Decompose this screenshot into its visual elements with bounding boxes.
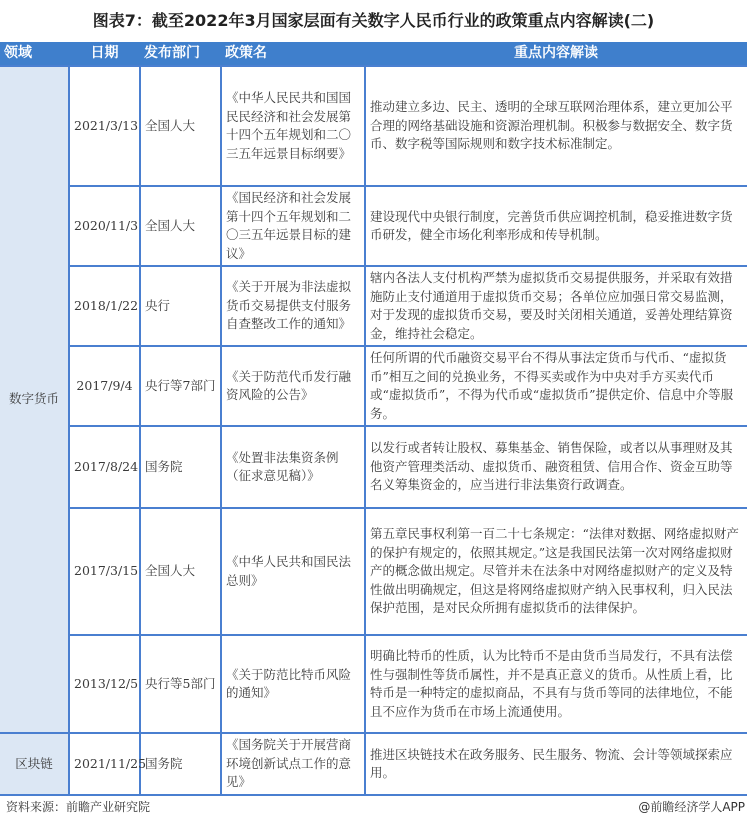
dept-cell: 全国人大 [140, 508, 221, 635]
dept-cell: 央行等7部门 [140, 346, 221, 426]
dept-cell: 央行 [140, 266, 221, 346]
policy-cell: 《中华人民民共和国国民民经济和社会发展第十四个五年规划和二〇三五年远景目标纲要》 [221, 66, 365, 186]
header-policy: 政策名 [221, 42, 365, 66]
date-cell: 2017/3/15 [69, 508, 140, 635]
content-cell: 辖内各法人支付机构严禁为虚拟货币交易提供服务，并采取有效措施防止支付通道用于虚拟货币交易；各单位应加强日常交易监测，对于发现的虚拟货币交易，要及时关闭相关通道，妥善处理结算资金，维持社会稳定。 [365, 266, 747, 346]
content-cell: 建设现代中央银行制度，完善货币供应调控机制，稳妥推进数字货币研发，健全市场化利率形成和传导机制。 [365, 186, 747, 266]
date-cell: 2013/12/5 [69, 635, 140, 733]
domain-cell: 区块链 [0, 733, 69, 795]
credit-note: @前瞻经济学人APP [638, 800, 745, 814]
table-row [0, 66, 747, 186]
table-row [0, 266, 747, 346]
policy-cell: 《关于防范代币发行融资风险的公告》 [221, 346, 365, 426]
table-row [0, 733, 747, 795]
content-cell: 任何所谓的代币融资交易平台不得从事法定货币与代币、“虚拟货币”相互之间的兑换业务，不得买卖或作为中央对手方买卖代币或“虚拟货币”，不得为代币或“虚拟货币”提供定价、信息中介等服务。 [365, 346, 747, 426]
table-header [0, 42, 747, 66]
policy-cell: 《国务院关于开展营商环境创新试点工作的意见》 [221, 733, 365, 795]
dept-cell: 央行等5部门 [140, 635, 221, 733]
dept-cell: 国务院 [140, 733, 221, 795]
content-cell: 第五章民事权利第一百二十七条规定：“法律对数据、网络虚拟财产的保护有规定的，依照其规定。”这是我国民法第一次对网络虚拟财产的概念做出规定。尽管并未在法条中对网络虚拟财产的定义及特性做出明确规定，但这是将网络虚拟财产纳入民事权利，归入民法保护范围，是对民众所拥有虚拟货币的法律保护。 [365, 508, 747, 635]
policy-cell: 《关于防范比特币风险的通知》 [221, 635, 365, 733]
date-cell: 2020/11/3 [69, 186, 140, 266]
table-row [0, 508, 747, 635]
policy-cell: 《中华人民共和国民法总则》 [221, 508, 365, 635]
page-title: 图表7：截至2022年3月国家层面有关数字人民币行业的政策重点内容解读(二) [92, 11, 655, 30]
domain-cell: 数字货币 [0, 66, 69, 733]
policy-cell: 《关于开展为非法虚拟货币交易提供支付服务自查整改工作的通知》 [221, 266, 365, 346]
content-cell: 以发行或者转让股权、募集基金、销售保险，或者以从事理财及其他资产管理类活动、虚拟货币、融资租赁、信用合作、资金互助等名义筹集资金的，应当进行非法集资行政调查。 [365, 426, 747, 508]
header-content: 重点内容解读 [365, 42, 747, 66]
source-note: 资料来源：前瞻产业研究院 [6, 800, 151, 814]
table-row [0, 426, 747, 508]
table-row [0, 186, 747, 266]
table-row [0, 346, 747, 426]
dept-cell: 国务院 [140, 426, 221, 508]
date-cell: 2017/8/24 [69, 426, 140, 508]
policy-table [0, 42, 747, 796]
date-cell: 2021/3/13 [69, 66, 140, 186]
header-dept: 发布部门 [140, 42, 221, 66]
date-cell: 2018/1/22 [69, 266, 140, 346]
dept-cell: 全国人大 [140, 186, 221, 266]
date-cell: 2021/11/25 [69, 733, 140, 795]
content-cell: 推进区块链技术在政务服务、民生服务、物流、会计等领域探索应用。 [365, 733, 747, 795]
date-cell: 2017/9/4 [69, 346, 140, 426]
header-domain: 领域 [0, 42, 69, 66]
header-date: 日期 [69, 42, 140, 66]
dept-cell: 全国人大 [140, 66, 221, 186]
content-cell: 推动建立多边、民主、透明的全球互联网治理体系，建立更加公平合理的网络基础设施和资源治理机制。积极参与数据安全、数字货币、数字税等国际规则和数字技术标准制定。 [365, 66, 747, 186]
table-row [0, 635, 747, 733]
content-cell: 明确比特币的性质，认为比特币不是由货币当局发行，不具有法偿性与强制性等货币属性，并不是真正意义的货币。从性质上看，比特币是一种特定的虚拟商品，不具有与货币等同的法律地位，不能且不应作为货币在市场上流通使用。 [365, 635, 747, 733]
policy-cell: 《处置非法集资条例（征求意见稿）》 [221, 426, 365, 508]
policy-cell: 《国民经济和社会发展第十四个五年规划和二〇三五年远景目标的建议》 [221, 186, 365, 266]
